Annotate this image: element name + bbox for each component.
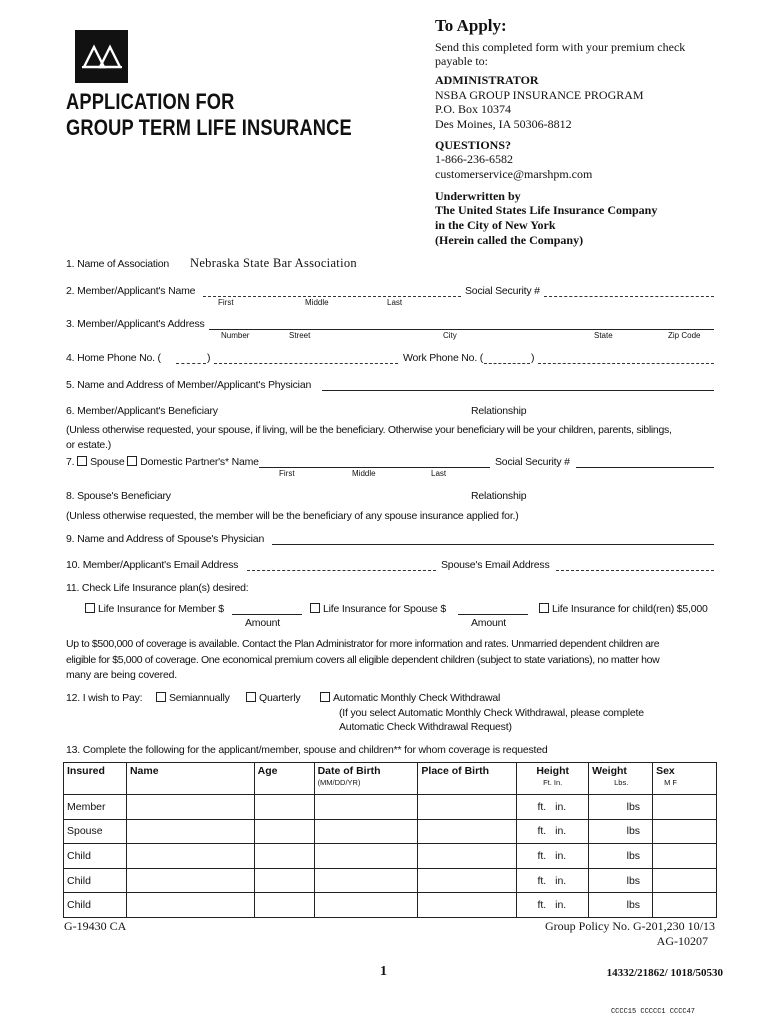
auto-withdrawal-checkbox[interactable] [320, 692, 330, 702]
spouse-checkbox[interactable] [77, 456, 87, 466]
auto-withdrawal-option [320, 692, 500, 704]
work-phone-field[interactable] [538, 363, 714, 364]
spouse-name-field[interactable] [259, 467, 490, 468]
last-name-caption: Last [387, 298, 403, 307]
spouse-amount-caption: Amount [471, 617, 506, 629]
col-insured: Insured [64, 763, 127, 795]
page-number: 1 [380, 964, 387, 979]
member-plan-option [85, 603, 224, 615]
dob-cell[interactable] [314, 795, 418, 820]
member-ssn-label: Social Security # [465, 285, 540, 297]
weight-cell[interactable]: lbs [589, 893, 653, 918]
address-zip-caption: Zip Code [668, 331, 701, 340]
member-ssn-field[interactable] [544, 296, 714, 297]
beneficiary-note-line1: (Unless otherwise requested, your spouse, if living, will be the beneficiary. Otherwise your beneficiary will be your children, parents, siblings, [66, 424, 672, 436]
to-apply-heading: To Apply: [435, 16, 507, 35]
home-area-code-field[interactable] [176, 363, 206, 364]
col-age: Age [254, 763, 314, 795]
association-value[interactable]: Nebraska State Bar Association [190, 256, 357, 270]
child-plan-checkbox[interactable] [539, 603, 549, 613]
height-cell[interactable]: ft. in. [517, 795, 589, 820]
administrator-name: NSBA GROUP INSURANCE PROGRAM [435, 88, 644, 102]
member-plan-amount-field[interactable] [232, 614, 302, 615]
spouse-email-label: Spouse's Email Address [441, 559, 550, 571]
middle-name-caption: Middle [305, 298, 329, 307]
age-cell[interactable] [254, 819, 314, 844]
domestic-partner-label: Domestic Partner's* Name [140, 456, 259, 468]
name-cell[interactable] [126, 893, 254, 918]
spouse-beneficiary-note: (Unless otherwise requested, the member will be the beneficiary of any spouse insurance applied for.) [66, 510, 519, 522]
sex-cell[interactable] [653, 868, 717, 893]
col-name: Name [126, 763, 254, 795]
insured-cell: Child [64, 868, 127, 893]
sex-cell[interactable] [653, 893, 717, 918]
spouse-plan-label: Life Insurance for Spouse $ [323, 603, 447, 615]
address-city-caption: City [443, 331, 457, 340]
spouse-email-field[interactable] [556, 570, 714, 571]
beneficiary-note-line2: or estate.) [66, 439, 112, 451]
work-phone-label: Work Phone No. ( [403, 352, 484, 364]
col-dob: Date of Birth (MM/DD/YR) [314, 763, 418, 795]
weight-cell[interactable]: lbs [589, 819, 653, 844]
dob-cell[interactable] [314, 844, 418, 869]
spouse-physician-label: 9. Name and Address of Spouse's Physician [66, 533, 265, 545]
sex-cell[interactable] [653, 844, 717, 869]
member-email-field[interactable] [247, 570, 436, 571]
auto-withdrawal-note-line1: (If you select Automatic Monthly Check Withdrawal, please complete [339, 707, 644, 719]
spouse-ssn-label: Social Security # [495, 456, 570, 468]
plans-label: 11. Check Life Insurance plan(s) desired: [66, 582, 249, 594]
table-row [64, 893, 717, 918]
spouse-plan-option [310, 603, 446, 615]
spouse-checkbox-label: Spouse [90, 456, 125, 468]
quarterly-option [246, 692, 300, 704]
form-title-line2: GROUP TERM LIFE INSURANCE [66, 115, 352, 140]
form-title-line1: APPLICATION FOR [66, 89, 235, 114]
age-cell[interactable] [254, 795, 314, 820]
member-beneficiary-relationship-label: Relationship [471, 405, 527, 417]
pob-cell[interactable] [418, 893, 517, 918]
name-cell[interactable] [126, 795, 254, 820]
member-address-field[interactable] [209, 329, 714, 330]
spouse-beneficiary-relationship-label: Relationship [471, 490, 527, 502]
height-cell[interactable]: ft. in. [517, 893, 589, 918]
height-cell[interactable]: ft. in. [517, 868, 589, 893]
quarterly-label: Quarterly [259, 692, 301, 704]
sex-cell[interactable] [653, 795, 717, 820]
height-cell[interactable]: ft. in. [517, 819, 589, 844]
spouse-row [66, 456, 259, 468]
scales-logo-icon [75, 30, 128, 83]
contact-phone: 1-866-236-6582 [435, 152, 513, 166]
home-phone-label: 4. Home Phone No. ( [66, 352, 161, 364]
domestic-partner-checkbox[interactable] [127, 456, 137, 466]
insured-table [63, 762, 717, 918]
spouse-last-caption: Last [431, 469, 447, 478]
name-cell[interactable] [126, 819, 254, 844]
auto-withdrawal-note-line2: Automatic Check Withdrawal Request) [339, 721, 512, 733]
semiannual-option [156, 692, 230, 704]
tiny-barcode-text: CCCC15 CCCCC1 CCCC47 [610, 1008, 695, 1016]
col-weight: Weight Lbs. [589, 763, 653, 795]
semiannual-label: Semiannually [169, 692, 230, 704]
sex-cell[interactable] [653, 819, 717, 844]
address-street-caption: Street [289, 331, 311, 340]
age-cell[interactable] [254, 893, 314, 918]
spouse-number: 7. [66, 456, 75, 468]
name-cell[interactable] [126, 868, 254, 893]
spouse-middle-caption: Middle [352, 469, 376, 478]
first-name-caption: First [218, 298, 234, 307]
underwritten-line3: in the City of New York [435, 218, 556, 232]
administrator-heading: ADMINISTRATOR [435, 73, 539, 87]
member-plan-checkbox[interactable] [85, 603, 95, 613]
coverage-note-line2: eligible for $5,000 of coverage. One economical premium covers all eligible dependent children (subject to state variations), no matter how [66, 654, 660, 666]
member-name-label: 2. Member/Applicant's Name [66, 285, 196, 297]
table-row [64, 844, 717, 869]
administrator-city: Des Moines, IA 50306-8812 [435, 117, 572, 131]
dob-cell[interactable] [314, 819, 418, 844]
address-state-caption: State [594, 331, 613, 340]
col-sex: Sex M F [653, 763, 717, 795]
work-phone-paren: ) [531, 352, 535, 364]
age-cell[interactable] [254, 844, 314, 869]
coverage-note-line3: many are being covered. [66, 669, 177, 681]
coverage-note-line1: Up to $500,000 of coverage is available. Contact the Plan Administrator for more information and rates. Unmarried dependent children are [66, 638, 660, 650]
semiannual-checkbox[interactable] [156, 692, 166, 702]
weight-cell[interactable]: lbs [589, 795, 653, 820]
group-policy-number: Group Policy No. G-201,230 10/13 [545, 919, 715, 933]
child-plan-label: Life Insurance for child(ren) $5,000 [552, 603, 708, 615]
underwritten-line2: The United States Life Insurance Company [435, 203, 658, 217]
weight-cell[interactable]: lbs [589, 844, 653, 869]
questions-heading: QUESTIONS? [435, 138, 512, 152]
pob-cell[interactable] [418, 819, 517, 844]
height-cell[interactable]: ft. in. [517, 844, 589, 869]
member-address-label: 3. Member/Applicant's Address [66, 318, 205, 330]
contact-email: customerservice@marshpm.com [435, 167, 593, 181]
age-cell[interactable] [254, 868, 314, 893]
dob-cell[interactable] [314, 893, 418, 918]
member-physician-field[interactable] [322, 390, 714, 391]
ag-code: AG-10207 [656, 934, 708, 948]
pob-cell[interactable] [418, 844, 517, 869]
spouse-physician-field[interactable] [272, 544, 714, 545]
table-row [64, 795, 717, 820]
insured-cell: Spouse [64, 819, 127, 844]
underwritten-line4: (Herein called the Company) [435, 233, 584, 247]
insured-cell: Child [64, 893, 127, 918]
instruction-line2: payable to: [435, 54, 488, 68]
member-physician-label: 5. Name and Address of Member/Applicant's Physician [66, 379, 312, 391]
name-cell[interactable] [126, 844, 254, 869]
weight-cell[interactable]: lbs [589, 868, 653, 893]
home-phone-field[interactable] [214, 363, 398, 364]
spouse-first-caption: First [279, 469, 295, 478]
underwritten-line1: Underwritten by [435, 189, 521, 203]
association-label: 1. Name of Association [66, 258, 169, 270]
pob-cell[interactable] [418, 795, 517, 820]
association-logo [75, 30, 128, 83]
spouse-beneficiary-label: 8. Spouse's Beneficiary [66, 490, 171, 502]
administrator-po-box: P.O. Box 10374 [435, 102, 512, 116]
pob-cell[interactable] [418, 868, 517, 893]
member-amount-caption: Amount [245, 617, 280, 629]
batch-code: 14332/21862/ 1018/50530 [606, 967, 723, 979]
form-code: G-19430 CA [64, 919, 127, 933]
child-plan-option [539, 603, 708, 615]
member-plan-label: Life Insurance for Member $ [98, 603, 224, 615]
address-number-caption: Number [221, 331, 250, 340]
member-beneficiary-label: 6. Member/Applicant's Beneficiary [66, 405, 218, 417]
spouse-plan-checkbox[interactable] [310, 603, 320, 613]
table-header-row [64, 763, 717, 795]
col-height: Height Ft. In. [517, 763, 589, 795]
insured-table-label: 13. Complete the following for the applicant/member, spouse and children** for whom coverage is requested [66, 744, 548, 756]
quarterly-checkbox[interactable] [246, 692, 256, 702]
work-area-code-field[interactable] [484, 363, 530, 364]
home-phone-paren: ) [207, 352, 211, 364]
dob-cell[interactable] [314, 868, 418, 893]
member-name-field[interactable] [203, 296, 461, 297]
insured-cell: Member [64, 795, 127, 820]
insured-cell: Child [64, 844, 127, 869]
instruction-line1: Send this completed form with your premium check [435, 40, 686, 54]
table-row [64, 868, 717, 893]
payment-label: 12. I wish to Pay: [66, 692, 143, 704]
table-row [64, 819, 717, 844]
spouse-plan-amount-field[interactable] [458, 614, 528, 615]
col-pob: Place of Birth [418, 763, 517, 795]
auto-withdrawal-label: Automatic Monthly Check Withdrawal [333, 692, 501, 704]
member-email-label: 10. Member/Applicant's Email Address [66, 559, 239, 571]
spouse-ssn-field[interactable] [576, 467, 714, 468]
